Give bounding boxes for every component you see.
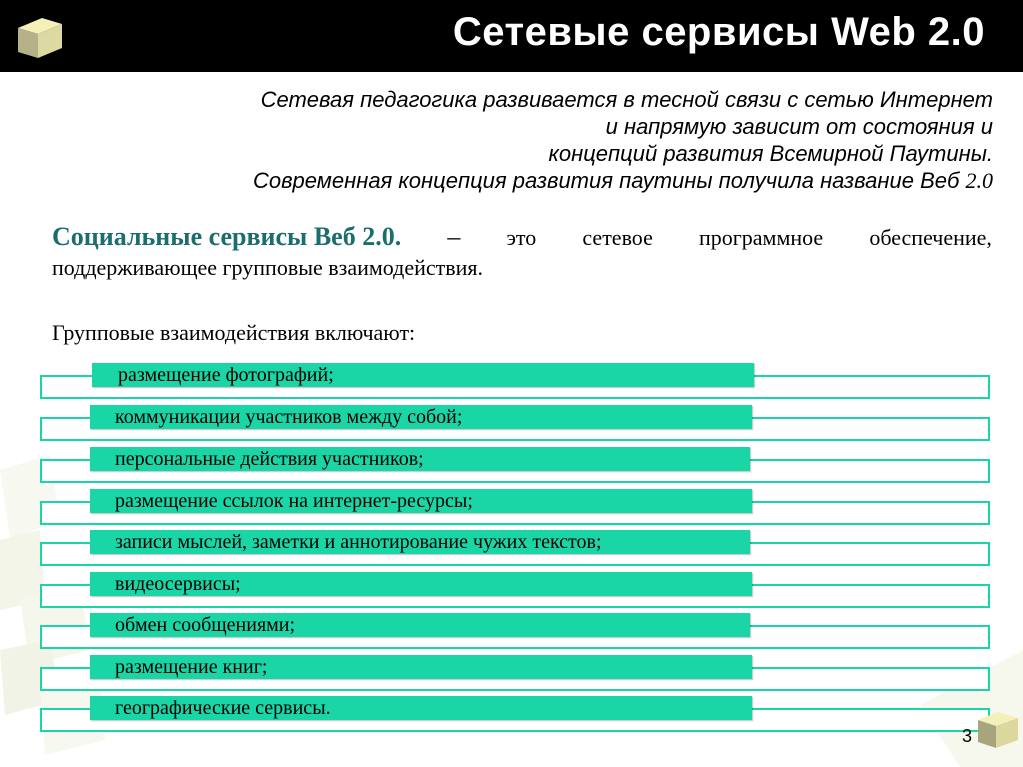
cube-logo-icon [12,10,68,62]
intro-paragraph [93,86,993,194]
list-item [0,613,1023,657]
group-heading: Групповые взаимодействия включают: [52,320,416,345]
list-item-label: размещение ссылок на интернет-ресурсы; [115,490,473,512]
page-number: 3 [962,726,973,746]
list-item [0,405,1023,449]
intro-line-3: концепций развития Всемирной Паутины. [548,141,993,166]
definition-line-1 [52,222,992,253]
slide-title: Сетевые сервисы Web 2.0 [452,10,985,54]
list-item [0,655,1023,699]
definition-word: это [506,225,537,250]
definition-word: обеспечение, [869,225,992,250]
list-item-label: обмен сообщениями; [115,614,296,636]
list-item-label: географические сервисы. [115,697,331,719]
list-item-label: персональные действия участников; [115,448,424,470]
intro-line-4 [93,167,993,194]
intro-line-2: и напрямую зависит от состояния и [605,114,993,139]
list-item-label: размещение книг; [115,656,268,678]
intro-line-1: Сетевая педагогика развивается в тесной связи с сетью Интернет [260,87,993,112]
list-item [0,489,1023,533]
list-item-label: записи мыслей, заметки и аннотирование чужих текстов; [115,531,602,553]
definition-line-2: поддерживающее групповые взаимодействия. [52,255,484,280]
list-item [0,530,1023,574]
definition-paragraph [52,222,992,283]
list-item [0,447,1023,491]
definition-word: программное [698,225,824,250]
list-item [0,572,1023,616]
list-item-label: размещение фотографий; [118,364,334,386]
list-item-label: видеосервисы; [115,573,241,595]
intro-line-4-text: Современная концепция развития паутины получила название Веб [252,168,960,193]
definition-word: сетевое [582,225,653,250]
title-bar [0,0,1023,72]
list-item [0,696,1023,740]
definition-term: Социальные сервисы Веб 2.0. [52,222,402,251]
list-item-label: коммуникации участников между собой; [115,406,463,428]
intro-version: 2.0 [965,168,993,193]
definition-dash: – [447,222,461,251]
cube-corner-icon [974,706,1022,752]
list-item [0,363,1023,407]
